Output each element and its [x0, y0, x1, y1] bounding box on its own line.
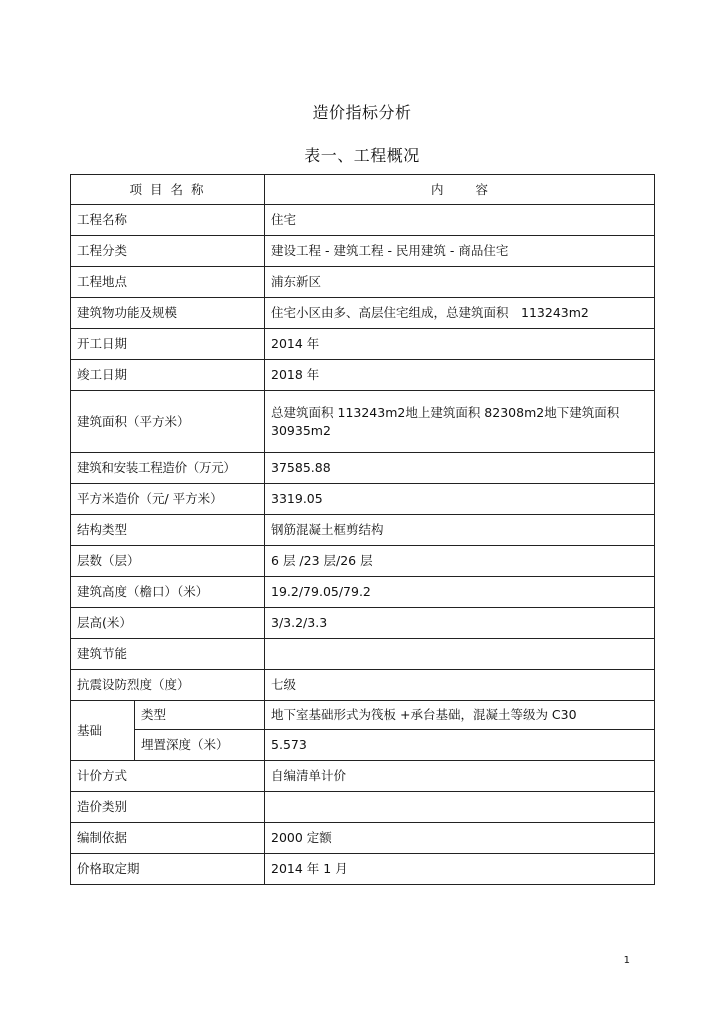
- row-label: 结构类型: [71, 515, 265, 546]
- row-label: 竣工日期: [71, 360, 265, 391]
- foundation-depth-value: 5.573: [265, 730, 655, 761]
- row-value: 七级: [265, 670, 655, 701]
- row-value: 3319.05: [265, 484, 655, 515]
- row-label: 平方米造价（元/ 平方米）: [71, 484, 265, 515]
- foundation-type-label: 类型: [135, 701, 265, 730]
- table-row: [71, 484, 655, 515]
- row-value: 2014 年: [265, 329, 655, 360]
- row-value: 浦东新区: [265, 267, 655, 298]
- row-label: 工程地点: [71, 267, 265, 298]
- row-label: 计价方式: [71, 761, 265, 792]
- row-label: 造价类别: [71, 792, 265, 823]
- document-title: 造价指标分析: [312, 103, 412, 122]
- row-value: 3/3.2/3.3: [265, 608, 655, 639]
- row-label: 建筑高度（檐口）（米）: [71, 577, 265, 608]
- foundation-type-value: 地下室基础形式为筏板 +承台基础，混凝土等级为 C30: [265, 701, 655, 730]
- row-value: 2000 定额: [265, 823, 655, 854]
- table-row: [71, 236, 655, 267]
- row-value: 建设工程 - 建筑工程 - 民用建筑 - 商品住宅: [265, 236, 655, 267]
- row-value: [265, 792, 655, 823]
- row-label: 抗震设防烈度（度）: [71, 670, 265, 701]
- row-value: [265, 639, 655, 670]
- table-row: [71, 670, 655, 701]
- row-label: 建筑节能: [71, 639, 265, 670]
- project-overview-table: [70, 174, 655, 885]
- page-number: 1: [623, 955, 630, 966]
- row-label: 价格取定期: [71, 854, 265, 885]
- table-row: [71, 391, 655, 453]
- table-row: [71, 577, 655, 608]
- row-value: 住宅: [265, 205, 655, 236]
- foundation-depth-label: 埋置深度（米）: [135, 730, 265, 761]
- table-header-row: [71, 175, 655, 205]
- row-label: 工程分类: [71, 236, 265, 267]
- header-content-char-2: 容: [475, 181, 489, 197]
- foundation-type-row: [71, 701, 655, 730]
- table-row: [71, 267, 655, 298]
- header-content-char-1: 内: [431, 181, 444, 197]
- table-row: [71, 608, 655, 639]
- header-content: [265, 175, 655, 205]
- table-row: [71, 515, 655, 546]
- row-value: 自编清单计价: [265, 761, 655, 792]
- row-label: 建筑物功能及规模: [71, 298, 265, 329]
- row-value: 19.2/79.05/79.2: [265, 577, 655, 608]
- table-row: [71, 792, 655, 823]
- row-value: 2014 年 1 月: [265, 854, 655, 885]
- row-value: 2018 年: [265, 360, 655, 391]
- table-row: [71, 546, 655, 577]
- table-row: [71, 823, 655, 854]
- row-label: 开工日期: [71, 329, 265, 360]
- row-value: 总建筑面积 113243m2地上建筑面积 82308m2地下建筑面积 30935m2: [265, 391, 655, 453]
- foundation-label: 基础: [71, 701, 135, 761]
- table-row: [71, 761, 655, 792]
- table-row: [71, 329, 655, 360]
- table-row: [71, 205, 655, 236]
- row-label: 建筑和安装工程造价（万元）: [71, 453, 265, 484]
- table-row: [71, 453, 655, 484]
- row-label: 建筑面积（平方米）: [71, 391, 265, 453]
- row-label: 编制依据: [71, 823, 265, 854]
- row-value: 37585.88: [265, 453, 655, 484]
- table-row: [71, 854, 655, 885]
- row-value: 钢筋混凝土框剪结构: [265, 515, 655, 546]
- header-item-name: 项 目 名 称: [71, 175, 265, 205]
- row-label: 层数（层）: [71, 546, 265, 577]
- row-label: 层高(米）: [71, 608, 265, 639]
- table-row: [71, 360, 655, 391]
- table-subtitle: 表一、工程概况: [304, 146, 420, 165]
- foundation-depth-row: [71, 730, 655, 761]
- table-row: [71, 639, 655, 670]
- table-row: [71, 298, 655, 329]
- row-label: 工程名称: [71, 205, 265, 236]
- row-value: 6 层 /23 层/26 层: [265, 546, 655, 577]
- row-value: 住宅小区由多、高层住宅组成，总建筑面积 113243m2: [265, 298, 655, 329]
